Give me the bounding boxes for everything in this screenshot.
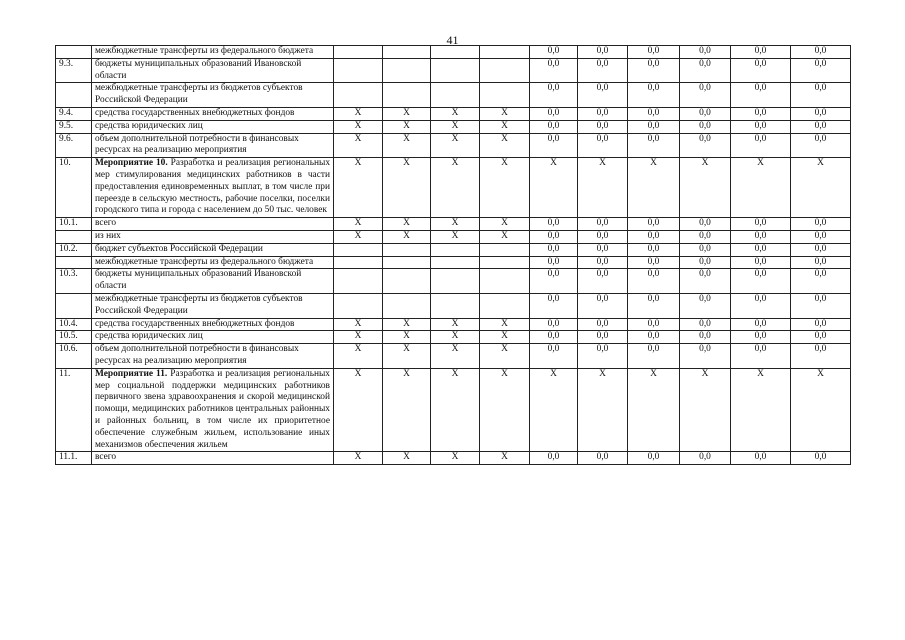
row-number-cell: 11.1. [56, 452, 92, 465]
description-cell [92, 256, 334, 269]
value-cell [383, 83, 431, 108]
description-text: из них [95, 230, 121, 241]
value-cell: 0,0 [578, 107, 628, 120]
table-row [56, 452, 851, 465]
row-number-cell: 10.2. [56, 243, 92, 256]
value-cell: 0,0 [530, 230, 578, 243]
value-cell: 0,0 [578, 230, 628, 243]
row-number-cell: 11. [56, 368, 92, 452]
value-cell: 0,0 [731, 46, 791, 59]
value-cell: 0,0 [731, 83, 791, 108]
value-cell: 0,0 [578, 452, 628, 465]
value-cell: X [431, 230, 480, 243]
value-cell: X [431, 107, 480, 120]
description-text: Разработка и реализация региональных мер стимулирования медицинских работников в части предоставления единовременных выплат, в том числе при переезде в сельскую местность, рабочие поселки, поселки городского типа и города с населением до 50 тыс. человек [95, 158, 331, 216]
table-row [56, 218, 851, 231]
value-cell [431, 269, 480, 294]
value-cell: X [383, 331, 431, 344]
description-text: средства государственных внебюджетных фондов [95, 318, 295, 329]
value-cell: X [383, 158, 431, 218]
description-cell [92, 158, 334, 218]
description-text: Разработка и реализация региональных мер социальной поддержки медицинских работников первичного звена здравоохранения и скорой медицинской помощи, медицинских работников центральных районных и районных больниц, в том числе их приоритетное обеспечение служебным жильем, использование иных механизмов обеспечения жильем [95, 368, 330, 450]
value-cell: X [791, 158, 851, 218]
value-cell: X [680, 158, 731, 218]
value-cell: X [383, 230, 431, 243]
value-cell: X [383, 452, 431, 465]
value-cell: 0,0 [791, 218, 851, 231]
row-number-cell [56, 230, 92, 243]
measure-title: Мероприятие 11. [95, 368, 168, 379]
value-cell: X [383, 218, 431, 231]
table-row [56, 256, 851, 269]
description-text: межбюджетные трансферты из бюджетов субъектов Российской Федерации [95, 83, 303, 106]
description-cell [92, 120, 334, 133]
row-number-cell: 9.3. [56, 58, 92, 83]
value-cell: X [383, 318, 431, 331]
value-cell: 0,0 [628, 318, 680, 331]
value-cell: X [334, 133, 383, 158]
description-cell [92, 46, 334, 59]
value-cell: 0,0 [731, 107, 791, 120]
value-cell [480, 269, 530, 294]
description-text: средства государственных внебюджетных фондов [95, 107, 295, 118]
table-row [56, 230, 851, 243]
value-cell: 0,0 [530, 256, 578, 269]
value-cell: 0,0 [680, 256, 731, 269]
value-cell: 0,0 [680, 331, 731, 344]
description-text: бюджет субъектов Российской Федерации [95, 243, 263, 254]
row-number-cell: 10. [56, 158, 92, 218]
value-cell [431, 46, 480, 59]
value-cell: 0,0 [578, 243, 628, 256]
value-cell: X [480, 107, 530, 120]
value-cell: 0,0 [628, 269, 680, 294]
value-cell: 0,0 [530, 107, 578, 120]
value-cell: X [578, 368, 628, 452]
value-cell: 0,0 [791, 120, 851, 133]
description-cell [92, 452, 334, 465]
value-cell: 0,0 [530, 243, 578, 256]
value-cell: 0,0 [731, 318, 791, 331]
description-text: бюджеты муниципальных образований Ивановской области [95, 269, 302, 292]
value-cell: 0,0 [530, 269, 578, 294]
row-number-cell: 10.6. [56, 344, 92, 369]
table-body [56, 46, 851, 465]
value-cell: 0,0 [628, 83, 680, 108]
value-cell [334, 243, 383, 256]
value-cell: 0,0 [530, 218, 578, 231]
description-text: межбюджетные трансферты из бюджетов субъектов Российской Федерации [95, 293, 303, 316]
value-cell: X [431, 331, 480, 344]
table-row [56, 269, 851, 294]
value-cell: 0,0 [530, 46, 578, 59]
value-cell: 0,0 [680, 120, 731, 133]
value-cell: X [480, 158, 530, 218]
value-cell: X [628, 158, 680, 218]
table-row [56, 293, 851, 318]
value-cell: X [431, 218, 480, 231]
description-text: объем дополнительной потребности в финансовых ресурсах на реализацию мероприятия [95, 133, 299, 156]
description-cell [92, 218, 334, 231]
row-number-cell: 10.5. [56, 331, 92, 344]
value-cell [383, 293, 431, 318]
value-cell: X [680, 368, 731, 452]
table-row [56, 158, 851, 218]
value-cell: X [431, 452, 480, 465]
value-cell: X [383, 107, 431, 120]
value-cell: 0,0 [628, 344, 680, 369]
value-cell: 0,0 [680, 452, 731, 465]
value-cell [334, 293, 383, 318]
value-cell [334, 256, 383, 269]
value-cell: 0,0 [791, 293, 851, 318]
value-cell: 0,0 [578, 344, 628, 369]
row-number-cell: 9.5. [56, 120, 92, 133]
value-cell: 0,0 [578, 120, 628, 133]
value-cell: 0,0 [530, 133, 578, 158]
value-cell: X [480, 318, 530, 331]
table-row [56, 368, 851, 452]
row-number-cell [56, 256, 92, 269]
value-cell [334, 269, 383, 294]
value-cell: X [431, 368, 480, 452]
value-cell: 0,0 [628, 120, 680, 133]
value-cell: X [431, 158, 480, 218]
value-cell: 0,0 [791, 331, 851, 344]
description-cell [92, 230, 334, 243]
table-row [56, 243, 851, 256]
table-row [56, 318, 851, 331]
value-cell [431, 243, 480, 256]
value-cell: X [480, 344, 530, 369]
value-cell: 0,0 [578, 46, 628, 59]
value-cell: X [731, 368, 791, 452]
value-cell: X [431, 344, 480, 369]
value-cell: 0,0 [680, 46, 731, 59]
value-cell: 0,0 [680, 293, 731, 318]
value-cell: X [383, 368, 431, 452]
value-cell: X [334, 368, 383, 452]
value-cell: 0,0 [731, 452, 791, 465]
value-cell: 0,0 [530, 344, 578, 369]
description-text: всего [95, 218, 117, 229]
value-cell: 0,0 [791, 344, 851, 369]
value-cell: 0,0 [578, 218, 628, 231]
value-cell [480, 243, 530, 256]
value-cell: 0,0 [680, 344, 731, 369]
value-cell: 0,0 [731, 58, 791, 83]
value-cell [383, 269, 431, 294]
value-cell [431, 293, 480, 318]
value-cell: 0,0 [628, 58, 680, 83]
value-cell: 0,0 [731, 256, 791, 269]
value-cell: X [334, 331, 383, 344]
value-cell: 0,0 [578, 133, 628, 158]
value-cell: X [431, 133, 480, 158]
value-cell [334, 46, 383, 59]
value-cell: X [334, 318, 383, 331]
table-row [56, 344, 851, 369]
value-cell: 0,0 [530, 293, 578, 318]
description-text: бюджеты муниципальных образований Ивановской области [95, 58, 302, 81]
value-cell: 0,0 [628, 293, 680, 318]
value-cell: 0,0 [791, 133, 851, 158]
description-cell [92, 368, 334, 452]
description-text: межбюджетные трансферты из федерального бюджета [95, 256, 314, 267]
value-cell: 0,0 [628, 133, 680, 158]
value-cell [480, 46, 530, 59]
row-number-cell: 10.1. [56, 218, 92, 231]
value-cell: 0,0 [791, 83, 851, 108]
row-number-cell: 10.3. [56, 269, 92, 294]
row-number-cell: 10.4. [56, 318, 92, 331]
value-cell: 0,0 [680, 318, 731, 331]
measure-title: Мероприятие 10. [95, 158, 168, 169]
table-row [56, 46, 851, 59]
value-cell: 0,0 [791, 269, 851, 294]
value-cell: 0,0 [530, 331, 578, 344]
value-cell: X [334, 230, 383, 243]
description-cell [92, 293, 334, 318]
value-cell: 0,0 [578, 318, 628, 331]
description-cell [92, 83, 334, 108]
value-cell: 0,0 [578, 269, 628, 294]
value-cell [383, 243, 431, 256]
value-cell: 0,0 [731, 133, 791, 158]
value-cell [383, 58, 431, 83]
description-cell [92, 318, 334, 331]
value-cell: X [480, 331, 530, 344]
description-cell [92, 331, 334, 344]
description-text: всего [95, 452, 117, 463]
value-cell [431, 256, 480, 269]
table-row [56, 58, 851, 83]
table-row [56, 83, 851, 108]
value-cell [480, 58, 530, 83]
description-cell [92, 133, 334, 158]
table-row [56, 107, 851, 120]
value-cell: 0,0 [680, 269, 731, 294]
value-cell [334, 83, 383, 108]
value-cell: X [334, 158, 383, 218]
value-cell: 0,0 [791, 318, 851, 331]
value-cell: 0,0 [731, 120, 791, 133]
value-cell: X [334, 344, 383, 369]
value-cell: 0,0 [731, 331, 791, 344]
description-cell [92, 107, 334, 120]
row-number-cell [56, 83, 92, 108]
table-row [56, 331, 851, 344]
value-cell: 0,0 [731, 293, 791, 318]
value-cell: X [530, 158, 578, 218]
description-text: межбюджетные трансферты из федерального бюджета [95, 46, 314, 56]
value-cell: 0,0 [628, 46, 680, 59]
table-row [56, 133, 851, 158]
value-cell: 0,0 [680, 243, 731, 256]
row-number-cell [56, 46, 92, 59]
value-cell: X [480, 452, 530, 465]
value-cell: X [480, 368, 530, 452]
value-cell: 0,0 [530, 58, 578, 83]
value-cell: X [334, 107, 383, 120]
value-cell: 0,0 [680, 133, 731, 158]
value-cell: 0,0 [628, 243, 680, 256]
value-cell: 0,0 [791, 256, 851, 269]
value-cell: 0,0 [628, 218, 680, 231]
budget-table [55, 45, 851, 465]
value-cell: 0,0 [530, 83, 578, 108]
value-cell: X [530, 368, 578, 452]
value-cell: 0,0 [628, 452, 680, 465]
page-number: 41 [446, 33, 459, 47]
value-cell: 0,0 [680, 83, 731, 108]
value-cell: X [383, 120, 431, 133]
value-cell: 0,0 [680, 230, 731, 243]
value-cell [480, 83, 530, 108]
value-cell: 0,0 [628, 331, 680, 344]
description-text: средства юридических лиц [95, 331, 203, 342]
value-cell: 0,0 [530, 120, 578, 133]
value-cell: 0,0 [680, 107, 731, 120]
value-cell: 0,0 [791, 46, 851, 59]
value-cell: 0,0 [628, 230, 680, 243]
value-cell: 0,0 [731, 344, 791, 369]
value-cell: X [334, 120, 383, 133]
value-cell [383, 256, 431, 269]
value-cell: 0,0 [731, 218, 791, 231]
description-text: объем дополнительной потребности в финансовых ресурсах на реализацию мероприятия [95, 344, 299, 366]
description-cell [92, 269, 334, 294]
value-cell: 0,0 [791, 230, 851, 243]
value-cell: X [731, 158, 791, 218]
description-cell [92, 344, 334, 369]
value-cell [334, 58, 383, 83]
value-cell: X [791, 368, 851, 452]
value-cell: 0,0 [578, 83, 628, 108]
value-cell [480, 293, 530, 318]
value-cell: X [334, 452, 383, 465]
value-cell: 0,0 [791, 452, 851, 465]
value-cell: X [431, 120, 480, 133]
row-number-cell: 9.6. [56, 133, 92, 158]
value-cell: X [431, 318, 480, 331]
value-cell [480, 256, 530, 269]
row-number-cell [56, 293, 92, 318]
value-cell: X [628, 368, 680, 452]
value-cell [431, 83, 480, 108]
description-cell [92, 58, 334, 83]
value-cell: 0,0 [530, 318, 578, 331]
value-cell: 0,0 [731, 230, 791, 243]
value-cell: X [383, 344, 431, 369]
table-row [56, 120, 851, 133]
value-cell [383, 46, 431, 59]
value-cell: X [334, 218, 383, 231]
value-cell: X [578, 158, 628, 218]
value-cell: 0,0 [680, 58, 731, 83]
row-number-cell: 9.4. [56, 107, 92, 120]
value-cell: X [480, 218, 530, 231]
value-cell: 0,0 [731, 243, 791, 256]
description-text: средства юридических лиц [95, 120, 203, 131]
value-cell: 0,0 [578, 256, 628, 269]
value-cell [431, 58, 480, 83]
value-cell: 0,0 [578, 331, 628, 344]
value-cell: 0,0 [680, 218, 731, 231]
value-cell: 0,0 [731, 269, 791, 294]
value-cell: X [383, 133, 431, 158]
value-cell: X [480, 120, 530, 133]
value-cell: X [480, 133, 530, 158]
value-cell: 0,0 [578, 293, 628, 318]
value-cell: 0,0 [530, 452, 578, 465]
value-cell: 0,0 [578, 58, 628, 83]
value-cell: X [480, 230, 530, 243]
value-cell: 0,0 [628, 256, 680, 269]
value-cell: 0,0 [791, 243, 851, 256]
value-cell: 0,0 [628, 107, 680, 120]
value-cell: 0,0 [791, 58, 851, 83]
description-cell [92, 243, 334, 256]
value-cell: 0,0 [791, 107, 851, 120]
